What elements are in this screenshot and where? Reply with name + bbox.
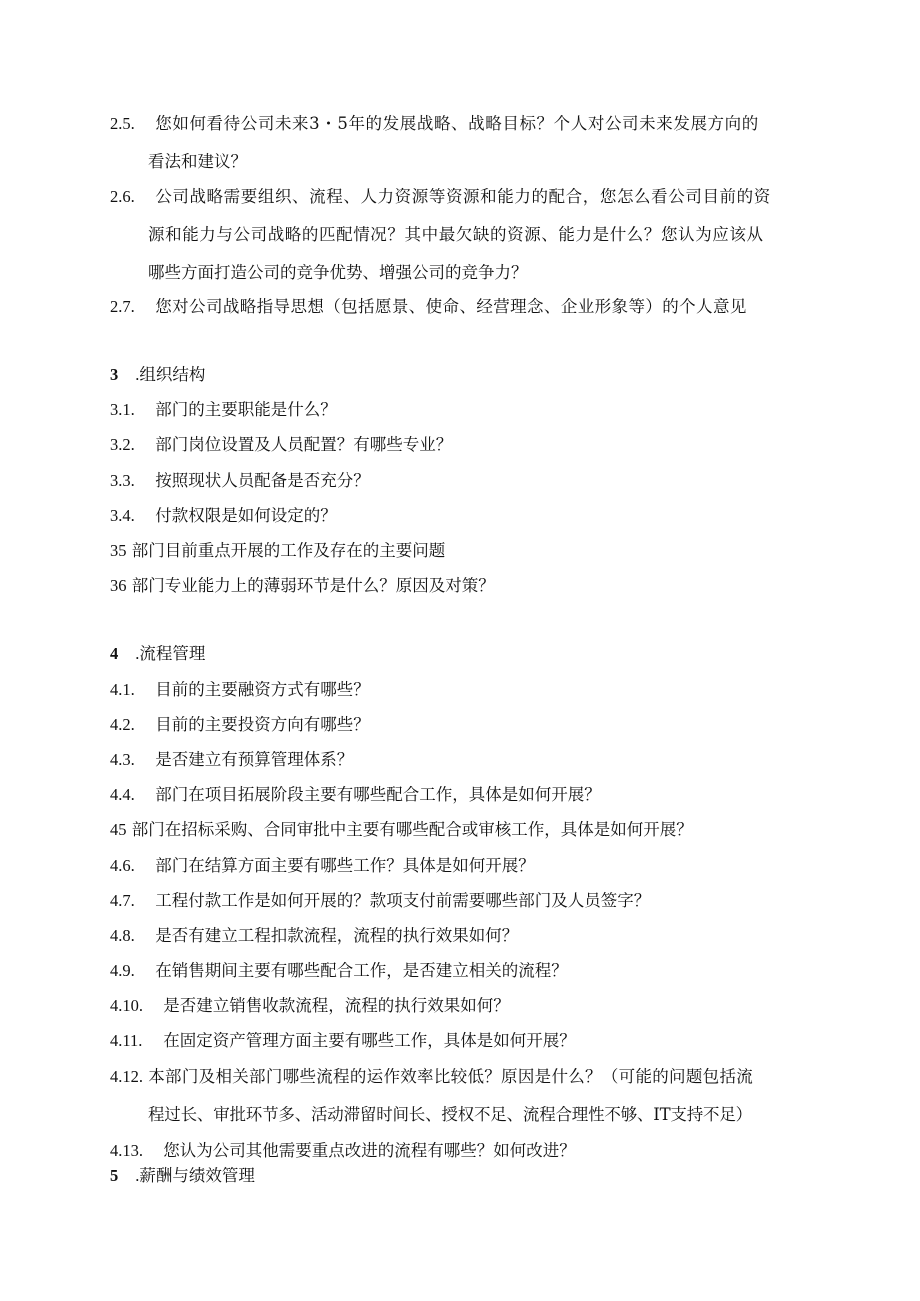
item-2-7 [110, 293, 830, 317]
item-number: 3.2. [110, 435, 135, 454]
item-text: 部门岗位设置及人员配置？有哪些专业？ [155, 435, 453, 454]
item-4-9 [110, 957, 830, 981]
item-4-8 [110, 922, 830, 946]
item-number: 4.10. [110, 996, 143, 1015]
item-number: 4.1. [110, 680, 135, 699]
item-4-10 [110, 992, 830, 1016]
item-text: 付款权限是如何设定的？ [155, 506, 337, 525]
item-text-continuation: 程过长、审批环节多、活动滞留时间长、授权不足、流程合理性不够、IT支持不足） [148, 1105, 752, 1124]
item-3-1 [110, 396, 830, 420]
item-number: 4.9. [110, 961, 135, 980]
item-number: 36 [110, 576, 127, 595]
item-4-13 [110, 1137, 830, 1161]
item-text: 在固定资产管理方面主要有哪些工作，具体是如何开展？ [163, 1031, 576, 1050]
item-4-7 [110, 887, 830, 911]
item-text-continuation: 看法和建议？ [148, 152, 247, 171]
item-number: 4.8. [110, 926, 135, 945]
item-text: 您对公司战略指导思想（包括愿景、使命、经营理念、企业形象等）的个人意见 [155, 297, 747, 316]
item-text: 目前的主要融资方式有哪些？ [155, 680, 370, 699]
item-text: 部门在招标采购、合同审批中主要有哪些配合或审核工作，具体是如何开展？ [131, 820, 693, 839]
item-text: 部门专业能力上的薄弱环节是什么？原因及对策？ [131, 576, 495, 595]
item-number: 4.7. [110, 891, 135, 910]
item-3-2 [110, 431, 830, 455]
item-text: 公司战略需要组织、流程、人力资源等资源和能力的配合，您怎么看公司目前的资 [155, 187, 771, 206]
item-number: 2.6. [110, 187, 135, 206]
item-text: 本部门及相关部门哪些流程的运作效率比较低？原因是什么？（可能的问题包括流 [148, 1067, 754, 1086]
item-4-5 [110, 816, 830, 840]
item-text: 目前的主要投资方向有哪些？ [155, 715, 370, 734]
item-number: 2.5. [110, 114, 135, 133]
item-text: 是否建立销售收款流程，流程的执行效果如何？ [163, 996, 510, 1015]
item-3-4 [110, 502, 830, 526]
section-5-heading [110, 1162, 830, 1186]
item-text: 部门在项目拓展阶段主要有哪些配合工作，具体是如何开展？ [155, 785, 601, 804]
section-title: .流程管理 [135, 644, 206, 663]
section-title: .薪酬与绩效管理 [135, 1166, 255, 1185]
item-number: 4.3. [110, 750, 135, 769]
item-text: 是否有建立工程扣款流程，流程的执行效果如何？ [155, 926, 519, 945]
item-number: 4.4. [110, 785, 135, 804]
item-number: 3.3. [110, 471, 135, 490]
section-number: 3 [110, 365, 119, 384]
item-text: 部门在结算方面主要有哪些工作？具体是如何开展？ [155, 856, 535, 875]
item-text: 在销售期间主要有哪些配合工作，是否建立相关的流程？ [155, 961, 568, 980]
section-4-heading [110, 640, 830, 664]
item-4-6 [110, 852, 830, 876]
item-number: 35 [110, 541, 127, 560]
item-3-5 [110, 537, 830, 561]
section-title: .组织结构 [135, 365, 206, 384]
item-4-3 [110, 746, 830, 770]
item-text: 您认为公司其他需要重点改进的流程有哪些？如何改进？ [163, 1141, 576, 1160]
item-text: 按照现状人员配备是否充分？ [155, 471, 370, 490]
item-text: 部门目前重点开展的工作及存在的主要问题 [131, 541, 446, 560]
item-4-11 [110, 1027, 830, 1051]
item-4-4 [110, 781, 830, 805]
item-text: 是否建立有预算管理体系？ [155, 750, 354, 769]
item-number: 3.1. [110, 400, 135, 419]
item-number: 4.11. [110, 1031, 143, 1050]
item-number: 4.6. [110, 856, 135, 875]
item-text-continuation: 源和能力与公司战略的匹配情况？其中最欠缺的资源、能力是什么？您认为应该从 [148, 225, 764, 244]
item-2-6 [110, 183, 830, 283]
item-text: 部门的主要职能是什么？ [155, 400, 337, 419]
item-3-3 [110, 467, 830, 491]
section-number: 5 [110, 1166, 119, 1185]
item-number: 4.2. [110, 715, 135, 734]
item-number: 4.13. [110, 1141, 143, 1160]
item-number: 45 [110, 820, 127, 839]
item-text: 工程付款工作是如何开展的？款项支付前需要哪些部门及人员签字？ [155, 891, 651, 910]
item-number: 2.7. [110, 297, 135, 316]
item-text: 您如何看待公司未来3・5年的发展战略、战略目标？个人对公司未来发展方向的 [155, 114, 759, 133]
item-4-2 [110, 711, 830, 735]
section-number: 4 [110, 644, 119, 663]
item-4-1 [110, 676, 830, 700]
item-text-continuation-2: 哪些方面打造公司的竞争优势、增强公司的竞争力？ [148, 263, 528, 282]
item-4-12 [110, 1063, 830, 1125]
item-number: 3.4. [110, 506, 135, 525]
item-3-6 [110, 572, 830, 596]
section-3-heading [110, 361, 830, 385]
item-2-5 [110, 110, 830, 172]
item-number: 4.12. [110, 1067, 143, 1086]
